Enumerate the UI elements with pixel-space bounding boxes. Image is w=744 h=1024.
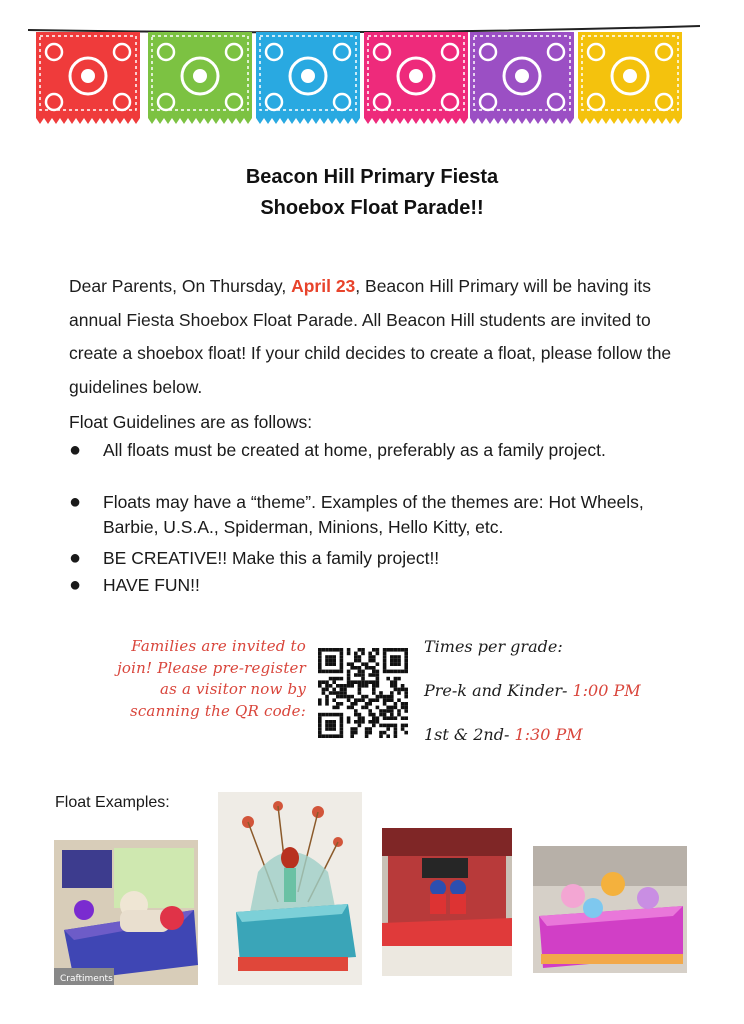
bullet-icon: ● [69, 439, 82, 461]
times-heading: Times per grade: [424, 637, 563, 656]
float-example-photo-1 [54, 840, 198, 985]
time-row-prek [424, 681, 641, 700]
papel-picado-banner [0, 0, 744, 140]
banner-flag [148, 32, 252, 124]
time-value: 1:00 PM [572, 681, 641, 700]
time-row-label: 1st & 2nd- [424, 725, 515, 744]
bullet-icon: ● [69, 491, 82, 513]
families-note: Families are invited to join! Please pre-register as a visitor now by scanning the QR code: [117, 637, 306, 720]
intro-paragraph [69, 270, 689, 404]
time-value: 1:30 PM [514, 725, 583, 744]
guidelines-heading: Float Guidelines are as follows: [69, 412, 313, 432]
page-subtitle: Shoebox Float Parade!! [260, 197, 484, 219]
banner-flag [470, 32, 574, 124]
intro-text-end: , Beacon Hill Primary will be having its annual Fiesta Shoebox Float Parade. All Beacon Hill students are invited to create a shoebox float! If your child decides to create a float, please follow the guidelines below. [69, 276, 672, 397]
banner-flag [36, 32, 140, 124]
guideline-text: All floats must be created at home, preferably as a family project. [103, 440, 606, 460]
float-examples-label: Float Examples: [55, 794, 170, 811]
intro-text-start: Dear Parents, On Thursday, [69, 276, 292, 296]
page-title: Beacon Hill Primary Fiesta [245, 166, 499, 188]
time-row-first-second [424, 725, 583, 744]
float-example-photo-2 [218, 792, 362, 985]
guideline-text: BE CREATIVE!! Make this a family project!! [103, 548, 440, 568]
photo-watermark: Craftiments [60, 974, 113, 984]
bullet-icon: ● [69, 547, 82, 569]
time-row-label: Pre-k and Kinder- [424, 681, 573, 700]
banner-flag [364, 32, 468, 124]
guideline-text: HAVE FUN!! [103, 575, 200, 595]
banner-flag [578, 32, 682, 124]
bullet-icon: ● [69, 574, 82, 596]
banner-flag [256, 32, 360, 124]
float-example-photo-3 [382, 828, 512, 976]
guideline-text: Floats may have a “theme”. Examples of the themes are: Hot Wheels, Barbie, U.S.A., Spiderman, Minions, Hello Kitty, etc. [103, 492, 644, 537]
event-date: April 23 [291, 276, 356, 296]
float-example-photo-4 [533, 846, 687, 973]
qr-code-icon[interactable] [318, 648, 408, 738]
